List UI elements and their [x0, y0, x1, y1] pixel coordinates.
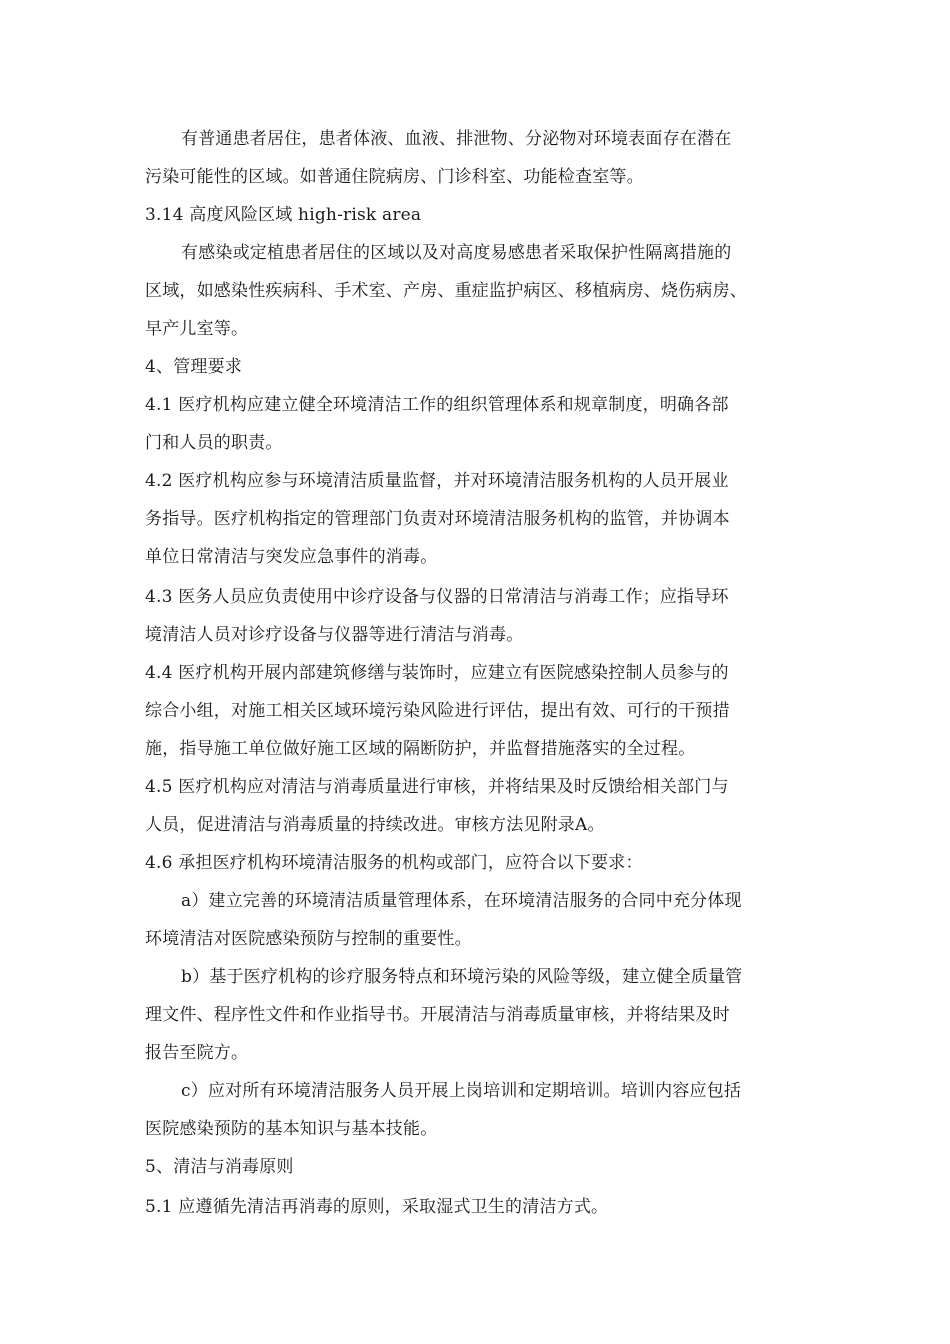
clause-4-6: 4.6 承担医疗机构环境清洁服务的机构或部门，应符合以下要求：: [145, 853, 643, 873]
item-c-line: 医院感染预防的基本知识与基本技能。: [145, 1119, 438, 1139]
clause-4-2-line: 4.2 医疗机构应参与环境清洁质量监督，并对环境清洁服务机构的人员开展业: [145, 471, 729, 491]
clause-4-1-line: 4.1 医疗机构应建立健全环境清洁工作的组织管理体系和规章制度，明确各部: [145, 395, 729, 415]
clause-4-4-line: 综合小组，对施工相关区域环境污染风险进行评估，提出有效、可行的干预措: [145, 701, 730, 721]
clause-4-4-line: 施，指导施工单位做好施工区域的隔断防护，并监督措施落实的全过程。: [145, 739, 696, 759]
item-a-line: a）建立完善的环境清洁质量管理体系，在环境清洁服务的合同中充分体现: [181, 891, 742, 911]
paragraph-line: 污染可能性的区域。如普通住院病房、门诊科室、功能检查室等。: [145, 167, 644, 187]
clause-4-4-line: 4.4 医疗机构开展内部建筑修缮与装饰时，应建立有医院感染控制人员参与的: [145, 663, 729, 683]
paragraph-line: 有感染或定植患者居住的区域以及对高度易感患者采取保护性隔离措施的: [181, 243, 732, 263]
paragraph-line: 区域，如感染性疾病科、手术室、产房、重症监护病区、移植病房、烧伤病房、: [145, 281, 747, 301]
item-b-line: b）基于医疗机构的诊疗服务特点和环境污染的风险等级，建立健全质量管: [181, 967, 743, 987]
clause-4-3-line: 4.3 医务人员应负责使用中诊疗设备与仪器的日常清洁与消毒工作；应指导环: [145, 587, 729, 607]
item-b-line: 报告至院方。: [145, 1043, 249, 1063]
paragraph-line: 有普通患者居住，患者体液、血液、排泄物、分泌物对环境表面存在潜在: [181, 129, 732, 149]
clause-4-3-line: 境清洁人员对诊疗设备与仪器等进行清洁与消毒。: [145, 625, 524, 645]
section-heading-5: 5、清洁与消毒原则: [145, 1157, 294, 1177]
item-b-line: 理文件、程序性文件和作业指导书。开展清洁与消毒质量审核，并将结果及时: [145, 1005, 730, 1025]
clause-4-5-line: 人员，促进清洁与消毒质量的持续改进。审核方法见附录A。: [145, 815, 605, 835]
item-c-line: c）应对所有环境清洁服务人员开展上岗培训和定期培训。培训内容应包括: [181, 1081, 742, 1101]
clause-4-1-line: 门和人员的职责。: [145, 433, 283, 453]
section-heading-4: 4、管理要求: [145, 357, 243, 377]
clause-4-2-line: 务指导。医疗机构指定的管理部门负责对环境清洁服务机构的监管，并协调本: [145, 509, 730, 529]
paragraph-line: 早产儿室等。: [145, 319, 249, 339]
clause-4-2-line: 单位日常清洁与突发应急事件的消毒。: [145, 547, 438, 567]
section-heading-3-14: 3.14 高度风险区域 high-risk area: [145, 205, 422, 225]
clause-4-5-line: 4.5 医疗机构应对清洁与消毒质量进行审核，并将结果及时反馈给相关部门与: [145, 777, 729, 797]
item-a-line: 环境清洁对医院感染预防与控制的重要性。: [145, 929, 472, 949]
clause-5-1: 5.1 应遵循先清洁再消毒的原则，采取湿式卫生的清洁方式。: [145, 1197, 609, 1217]
